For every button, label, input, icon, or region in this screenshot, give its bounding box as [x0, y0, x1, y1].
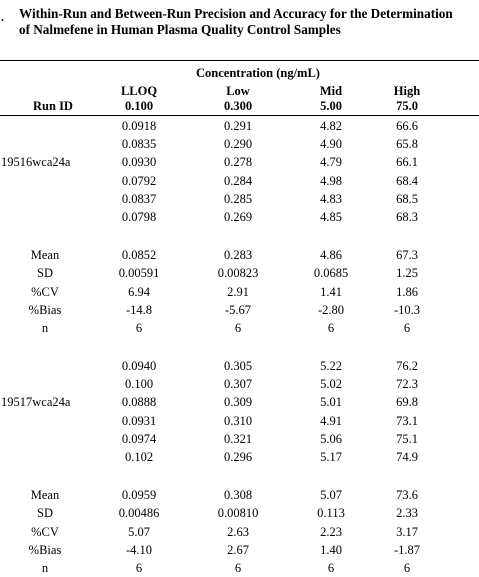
replicate-value-mid: 5.01 — [320, 395, 342, 410]
stat-row — [0, 246, 479, 264]
replicate-row — [0, 375, 479, 393]
level-name-low: Low — [226, 84, 250, 98]
stat-value-lloq: 0.0959 — [121, 488, 157, 503]
stat-value-mid: 2.23 — [320, 524, 342, 539]
stat-value-low: 6 — [234, 320, 242, 335]
stat-value-low: 0.283 — [223, 248, 253, 263]
stat-value-low: 0.308 — [223, 488, 253, 503]
replicate-value-low: 0.310 — [223, 413, 253, 428]
stat-value-high: -10.3 — [393, 302, 421, 317]
stat-label: Mean — [30, 248, 60, 263]
stat-value-high: 73.6 — [396, 488, 418, 503]
table-top-rule — [0, 60, 479, 61]
replicate-value-lloq: 0.0792 — [121, 173, 157, 188]
stat-value-low: 0.00810 — [217, 506, 259, 521]
replicate-value-high: 74.9 — [396, 450, 418, 464]
replicate-value-low: 0.278 — [223, 155, 253, 170]
stat-value-lloq: 6.94 — [128, 284, 150, 299]
replicate-value-mid: 5.02 — [320, 377, 342, 392]
replicate-row — [0, 153, 479, 171]
stat-value-low: 2.67 — [227, 542, 249, 557]
stat-value-lloq: -14.8 — [125, 302, 153, 317]
group-spacer — [0, 337, 479, 357]
replicate-value-mid: 5.06 — [320, 431, 342, 446]
stat-value-mid: 5.07 — [320, 488, 342, 503]
stats-spacer — [0, 226, 479, 246]
stats-spacer — [0, 466, 479, 486]
stat-value-low: 6 — [234, 560, 242, 575]
replicate-row — [0, 172, 479, 190]
replicate-value-low: 0.305 — [223, 359, 253, 374]
level-value-header-row — [0, 99, 479, 113]
stat-value-mid: 0.113 — [317, 506, 345, 521]
replicate-value-high: 76.2 — [396, 359, 418, 374]
replicate-value-low: 0.296 — [223, 450, 253, 464]
stat-label: SD — [37, 506, 53, 521]
stat-value-high: 1.86 — [396, 284, 418, 299]
run-id-header: Run ID — [33, 99, 73, 113]
replicate-row — [0, 393, 479, 411]
replicate-value-high: 66.6 — [396, 119, 418, 133]
replicate-value-mid: 4.85 — [320, 209, 342, 224]
stat-value-lloq: 0.0852 — [121, 248, 157, 263]
replicate-value-high: 66.1 — [396, 155, 418, 170]
replicate-row — [0, 190, 479, 208]
stat-label: n — [41, 320, 49, 335]
replicate-row — [0, 412, 479, 430]
replicate-value-high: 68.4 — [396, 173, 418, 188]
replicate-row — [0, 135, 479, 153]
replicate-value-low: 0.309 — [223, 395, 253, 410]
stat-value-mid: 0.0685 — [313, 266, 349, 281]
stat-row — [0, 319, 479, 337]
stat-value-lloq: 5.07 — [128, 524, 150, 539]
stat-value-mid: 6 — [327, 560, 335, 575]
replicate-value-mid: 4.98 — [320, 173, 342, 188]
replicate-value-lloq: 0.0918 — [121, 119, 157, 133]
title-marker: . — [1, 10, 4, 24]
replicate-value-lloq: 0.0798 — [121, 209, 157, 224]
stat-label: %Bias — [28, 302, 62, 317]
level-name-high: High — [393, 84, 421, 98]
replicate-value-mid: 4.83 — [320, 191, 342, 206]
stat-value-high: 1.25 — [396, 266, 418, 281]
stat-row — [0, 264, 479, 282]
stat-label: %CV — [31, 524, 59, 539]
replicate-value-low: 0.285 — [223, 191, 253, 206]
replicate-value-high: 72.3 — [396, 377, 418, 392]
replicate-value-lloq: 0.0974 — [121, 431, 157, 446]
header-bottom-rule — [0, 115, 479, 116]
run-id-cell: 19516wca24a — [1, 155, 71, 170]
replicate-value-lloq: 0.0940 — [121, 359, 157, 374]
stat-value-mid: 1.41 — [320, 284, 342, 299]
stat-value-high: 2.33 — [396, 506, 418, 521]
stat-row — [0, 504, 479, 522]
replicate-value-lloq: 0.0930 — [121, 155, 157, 170]
stat-value-low: 2.63 — [227, 524, 249, 539]
replicate-value-low: 0.290 — [223, 137, 253, 152]
replicate-value-high: 73.1 — [396, 413, 418, 428]
stat-value-lloq: 6 — [135, 560, 143, 575]
stat-value-mid: -2.80 — [317, 302, 345, 317]
stat-value-low: 0.00823 — [217, 266, 259, 281]
replicate-value-lloq: 0.0837 — [121, 191, 157, 206]
stat-value-mid: 6 — [327, 320, 335, 335]
level-name-header-row — [0, 84, 479, 98]
level-value-lloq: 0.100 — [124, 99, 154, 113]
replicate-value-mid: 5.22 — [320, 359, 342, 374]
replicate-row — [0, 208, 479, 226]
stat-value-mid: 4.86 — [320, 248, 342, 263]
replicate-row — [0, 117, 479, 135]
replicate-value-lloq: 0.0888 — [121, 395, 157, 410]
level-value-high: 75.0 — [396, 99, 418, 113]
replicate-value-mid: 5.17 — [320, 450, 342, 464]
level-value-mid: 5.00 — [320, 99, 342, 113]
replicate-row — [0, 448, 479, 466]
stat-value-high: 6 — [403, 320, 411, 335]
stat-row — [0, 559, 479, 577]
replicate-value-lloq: 0.0931 — [121, 413, 157, 428]
stat-value-low: 2.91 — [227, 284, 249, 299]
qc-data-table — [0, 117, 479, 577]
level-name-mid: Mid — [319, 84, 343, 98]
stat-row — [0, 486, 479, 504]
replicate-value-low: 0.291 — [223, 119, 253, 133]
level-value-low: 0.300 — [223, 99, 253, 113]
table-title: Within-Run and Between-Run Precision and Accuracy for the Determination of Nalmefene in Human Plasma Quality Control Samples — [19, 6, 453, 37]
stat-value-lloq: 6 — [135, 320, 143, 335]
stat-label: %CV — [31, 284, 59, 299]
replicate-value-high: 68.3 — [396, 209, 418, 224]
stat-label: SD — [37, 266, 53, 281]
replicate-value-lloq: 0.102 — [124, 450, 154, 464]
stat-row — [0, 283, 479, 301]
concentration-header: Concentration (ng/mL) — [196, 66, 320, 80]
stat-row — [0, 301, 479, 319]
stat-row — [0, 541, 479, 559]
level-name-lloq: LLOQ — [120, 84, 158, 98]
stat-label: %Bias — [28, 542, 62, 557]
stat-value-lloq: 0.00591 — [118, 266, 160, 281]
replicate-value-low: 0.321 — [223, 431, 253, 446]
stat-value-high: 67.3 — [396, 248, 418, 263]
replicate-value-low: 0.307 — [223, 377, 253, 392]
replicate-row — [0, 357, 479, 375]
stat-value-high: -1.87 — [393, 542, 421, 557]
replicate-value-mid: 4.82 — [320, 119, 342, 133]
stat-value-mid: 1.40 — [320, 542, 342, 557]
stat-value-high: 6 — [403, 560, 411, 575]
replicate-value-high: 68.5 — [396, 191, 418, 206]
stat-value-lloq: 0.00486 — [118, 506, 160, 521]
replicate-value-mid: 4.91 — [320, 413, 342, 428]
replicate-value-lloq: 0.100 — [124, 377, 154, 392]
replicate-value-high: 65.8 — [396, 137, 418, 152]
stat-label: Mean — [30, 488, 60, 503]
run-id-cell: 19517wca24a — [1, 395, 71, 410]
replicate-value-high: 75.1 — [396, 431, 418, 446]
stat-row — [0, 523, 479, 541]
stat-value-lloq: -4.10 — [125, 542, 153, 557]
replicate-value-mid: 4.90 — [320, 137, 342, 152]
replicate-row — [0, 430, 479, 448]
stat-label: n — [41, 560, 49, 575]
stat-value-high: 3.17 — [396, 524, 418, 539]
replicate-value-low: 0.284 — [223, 173, 253, 188]
replicate-value-low: 0.269 — [223, 209, 253, 224]
replicate-value-lloq: 0.0835 — [121, 137, 157, 152]
replicate-value-mid: 4.79 — [320, 155, 342, 170]
stat-value-low: -5.67 — [224, 302, 252, 317]
replicate-value-high: 69.8 — [396, 395, 418, 410]
